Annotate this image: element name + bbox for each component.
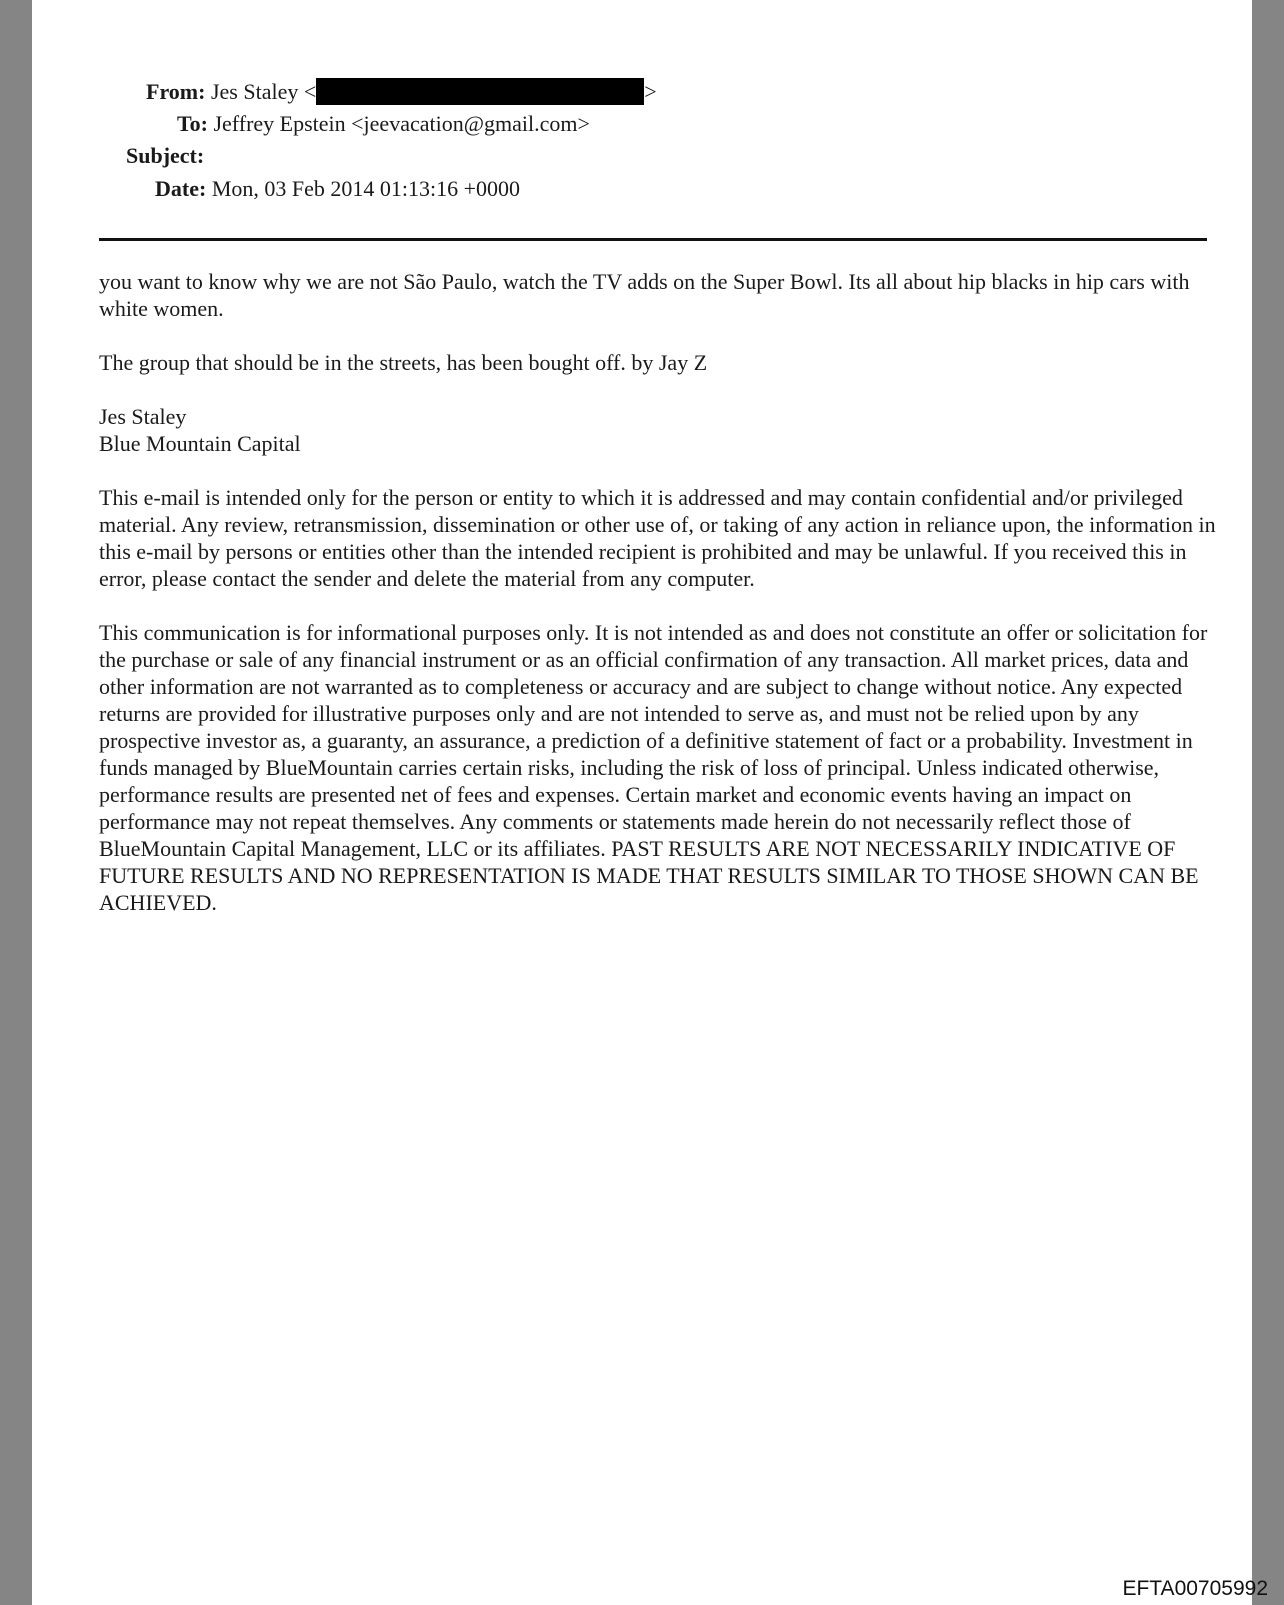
from-bracket-close: > [644, 79, 657, 104]
from-value: Jes Staley [210, 79, 299, 104]
document-id: EFTA00705992 [1122, 1577, 1268, 1600]
date-value: Mon, 03 Feb 2014 01:13:16 +0000 [211, 176, 521, 201]
signature-company: Blue Mountain Capital [99, 431, 301, 456]
to-label: To: [177, 111, 208, 136]
signature-name: Jes Staley [99, 404, 187, 429]
from-bracket-open: < [303, 79, 317, 104]
email-body [99, 268, 1223, 943]
signature [99, 403, 1223, 457]
document-page [32, 0, 1252, 1605]
body-paragraph-2: The group that should be in the streets, has been bought off. by Jay Z [99, 350, 708, 375]
from-label: From: [146, 79, 206, 104]
disclaimer-paragraph-1: This e-mail is intended only for the person or entity to which it is addressed and may contain confidential and/or privileged material. Any review, retransmission, dissemination or other use of, or taking of any action in reliance upon, the information in this e-mail by persons or entities other than the intended recipient is prohibited and may be unlawful. If you received this in error, please contact the sender and delete the material from any computer. [99, 485, 1216, 591]
from-row [146, 78, 657, 105]
subject-label: Subject: [126, 143, 205, 168]
to-value: Jeffrey Epstein <jeevacation@gmail.com> [213, 111, 590, 136]
header-divider [99, 238, 1207, 241]
date-row [155, 176, 520, 202]
date-label: Date: [155, 176, 207, 201]
body-paragraph-1: you want to know why we are not São Paulo, watch the TV adds on the Super Bowl. Its all about hip blacks in hip cars with white women. [99, 269, 1190, 321]
redaction-block [316, 78, 644, 105]
to-row [177, 111, 590, 137]
disclaimer-paragraph-2: This communication is for informational purposes only. It is not intended as and does not constitute an offer or solicitation for the purchase or sale of any financial instrument or as an official confirmation of any transaction. All market prices, data and other information are not warranted as to completeness or accuracy and are subject to change without notice. Any expected returns are provided for illustrative purposes only and are not intended to serve as, and must not be relied upon by any prospective investor as, a guaranty, an assurance, a prediction of a definitive statement of fact or a probability. Investment in funds managed by BlueMountain carries certain risks, including the risk of loss of principal. Unless indicated otherwise, performance results are presented net of fees and expenses. Certain market and economic events having an impact on performance may not repeat themselves. Any comments or statements made herein do not necessarily reflect those of BlueMountain Capital Management, LLC or its affiliates. PAST RESULTS ARE NOT NECESSARILY INDICATIVE OF FUTURE RESULTS AND NO REPRESENTATION IS MADE THAT RESULTS SIMILAR TO THOSE SHOWN CAN BE ACHIEVED. [99, 620, 1208, 915]
subject-row [126, 143, 204, 169]
